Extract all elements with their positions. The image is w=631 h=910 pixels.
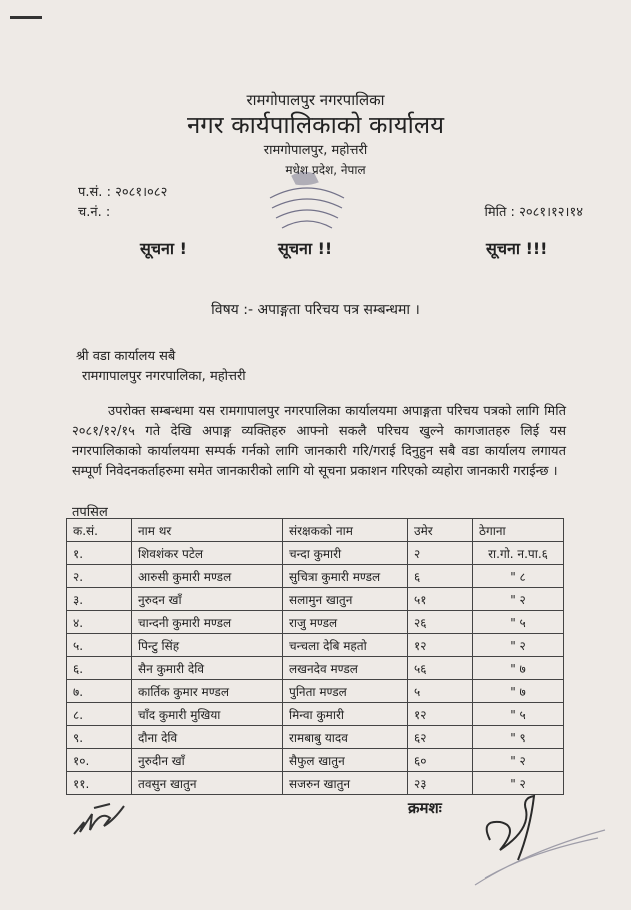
- cell-address: " २: [473, 634, 564, 657]
- continued-label: क्रमशः: [408, 799, 442, 817]
- office-title: नगर कार्यपालिकाको कार्यालय: [186, 111, 445, 139]
- cell-age: ६०: [408, 749, 473, 772]
- cell-guardian: सुचित्रा कुमारी मण्डल: [283, 565, 408, 588]
- table-row: [67, 726, 564, 749]
- cell-name: चान्दनी कुमारी मण्डल: [132, 611, 283, 634]
- cell-guardian: पुनिता मण्डल: [283, 680, 408, 703]
- table-row: [67, 703, 564, 726]
- cell-serial: १०.: [67, 749, 132, 772]
- cell-guardian: सलामुन खातुन: [283, 588, 408, 611]
- applicant-table: [66, 518, 564, 795]
- cell-name: पिन्टु सिंह: [132, 634, 283, 657]
- cell-guardian: लखनदेव मण्डल: [283, 657, 408, 680]
- table-row: [67, 542, 564, 565]
- cell-guardian: मिन्वा कुमारी: [283, 703, 408, 726]
- cell-address: " ९: [473, 726, 564, 749]
- cell-guardian: सजरुन खातुन: [283, 772, 408, 795]
- cell-name: दौना देवि: [132, 726, 283, 749]
- cell-guardian: राजु मण्डल: [283, 611, 408, 634]
- cell-address: " ५: [473, 611, 564, 634]
- header-serial: क.सं.: [67, 519, 132, 542]
- header-age: उमेर: [408, 519, 473, 542]
- signature-icon: [70, 800, 130, 840]
- cell-name: आरुसी कुमारी मण्डल: [132, 565, 283, 588]
- cell-guardian: सैफुल खातुन: [283, 749, 408, 772]
- cell-name: तवसुन खातुन: [132, 772, 283, 795]
- cell-address: " २: [473, 749, 564, 772]
- cell-age: २६: [408, 611, 473, 634]
- official-stamp-icon: [262, 168, 352, 238]
- municipality-name: रामगोपालपुर नगरपालिका: [246, 91, 385, 109]
- document-date: मिति : २०८१।१२।१४: [484, 205, 583, 220]
- header-name: नाम थर: [132, 519, 283, 542]
- cell-name: नुरुदन खाँ: [132, 588, 283, 611]
- table-row: [67, 588, 564, 611]
- cell-name: नुरुदीन खाँ: [132, 749, 283, 772]
- address-line-1: रामगोपालपुर, महोत्तरी: [263, 143, 368, 158]
- cell-serial: २.: [67, 565, 132, 588]
- cell-age: ६: [408, 565, 473, 588]
- notice-label-3: सूचना !!!: [486, 239, 548, 258]
- table-row: [67, 611, 564, 634]
- table-row: [67, 749, 564, 772]
- notice-body: उपरोक्त सम्बन्धमा यस रामगापालपुर नगरपालिका कार्यालयमा अपाङ्गता परिचय पत्रको लागि मिति २०८१/१२/१५ गते देखि अपाङ्ग व्यक्तिहरु आफ्नो सकलै परिचय खुल्ने कागजातहरु लिई यस नगरपालिकाको कार्यालयमा सम्पर्क गर्नको लागि जानकारी गरि/गराई दिनुहुन सबै वडा कार्यालय लगायत सम्पूर्ण निवेदनकर्ताहरुमा समेत जानकारीको लागि यो सूचना प्रकाशन गरिएको व्यहोरा जानकारी गराईन्छ ।: [72, 404, 566, 479]
- cell-guardian: रामबाबु यादव: [283, 726, 408, 749]
- reference-number: प.सं. : २०८१।०८२: [78, 185, 168, 200]
- cell-serial: १.: [67, 542, 132, 565]
- cell-age: २३: [408, 772, 473, 795]
- cell-address: " २: [473, 588, 564, 611]
- cell-serial: ८.: [67, 703, 132, 726]
- cell-address: " ५: [473, 703, 564, 726]
- cell-name: चाँद कुमारी मुखिया: [132, 703, 283, 726]
- corner-mark: [10, 16, 42, 19]
- cell-age: ५: [408, 680, 473, 703]
- table-row: [67, 565, 564, 588]
- cell-name: शिवशंकर पटेल: [132, 542, 283, 565]
- notice-label-2: सूचना !!: [278, 239, 333, 258]
- cell-name: सैन कुमारी देवि: [132, 657, 283, 680]
- address-line-2: मधेश प्रदेश, नेपाल: [285, 163, 366, 177]
- cell-age: १२: [408, 703, 473, 726]
- table-row: [67, 680, 564, 703]
- cell-serial: ७.: [67, 680, 132, 703]
- cell-address: " ७: [473, 657, 564, 680]
- cell-address: " ८: [473, 565, 564, 588]
- details-label: तपसिल: [72, 505, 108, 520]
- cell-age: ५१: [408, 588, 473, 611]
- cell-serial: ६.: [67, 657, 132, 680]
- cell-guardian: चन्दा कुमारी: [283, 542, 408, 565]
- table-row: [67, 657, 564, 680]
- cell-age: ५६: [408, 657, 473, 680]
- cell-serial: ४.: [67, 611, 132, 634]
- cell-serial: ३.: [67, 588, 132, 611]
- cell-serial: ११.: [67, 772, 132, 795]
- cell-age: १२: [408, 634, 473, 657]
- cell-guardian: चन्चला देबि महतो: [283, 634, 408, 657]
- cell-serial: ९.: [67, 726, 132, 749]
- signature-icon: [470, 790, 610, 890]
- cell-age: ६२: [408, 726, 473, 749]
- dispatch-number: च.नं. :: [78, 205, 111, 220]
- header-address: ठेगाना: [473, 519, 564, 542]
- table-row: [67, 634, 564, 657]
- subject-line: विषय :- अपाङ्गता परिचय पत्र सम्बन्धमा ।: [211, 302, 420, 318]
- addressee-line-2: रामगापालपुर नगरपालिका, महोत्तरी: [82, 369, 246, 384]
- cell-serial: ५.: [67, 634, 132, 657]
- table-header-row: [67, 519, 564, 542]
- cell-address: रा.गो. न.पा.६: [473, 542, 564, 565]
- cell-age: २: [408, 542, 473, 565]
- cell-name: कार्तिक कुमार मण्डल: [132, 680, 283, 703]
- addressee-line-1: श्री वडा कार्यालय सबै: [76, 349, 176, 364]
- header-guardian: संरक्षकको नाम: [283, 519, 408, 542]
- notice-label-1: सूचना !: [140, 239, 187, 258]
- cell-address: " २: [473, 772, 564, 795]
- cell-address: " ७: [473, 680, 564, 703]
